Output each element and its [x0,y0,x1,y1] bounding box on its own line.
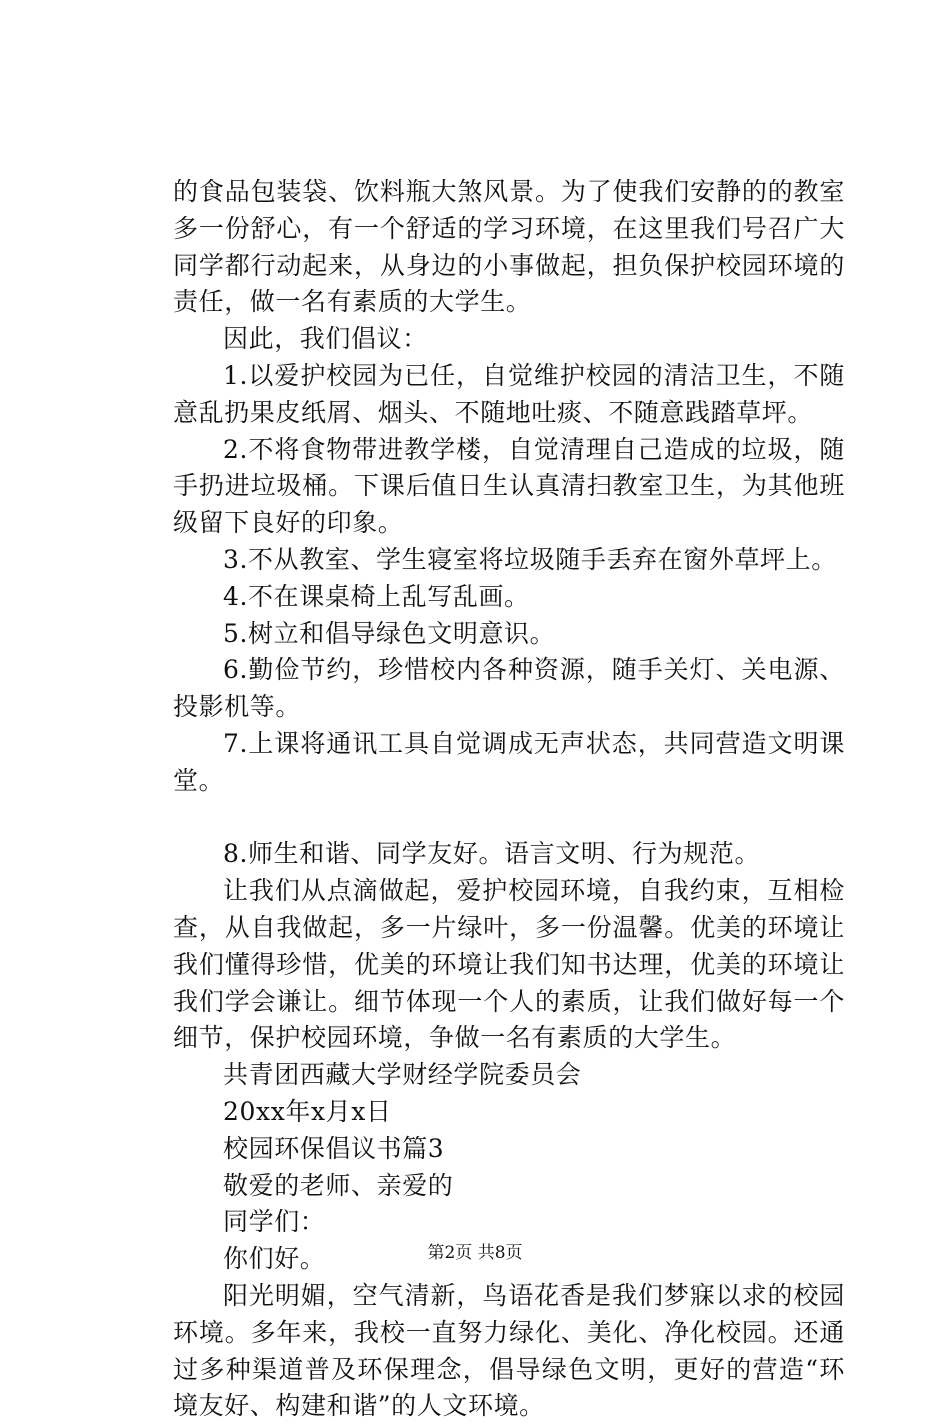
signature-date: 20xx年x月x日 [223,1096,392,1126]
proposal-item-8: 8.师生和谐、同学友好。语言文明、行为规范。 [223,839,761,869]
proposal-item-2: 2.不将食物带进教学楼，自觉清理自己造成的垃圾，随手扔进垃圾桶。下课后值日生认真清扫教室卫生，为其他班级留下良好的印象。 [173,434,845,538]
salutation-line-2: 同学们： [223,1207,326,1237]
signature-organization: 共青团西藏大学财经学院委员会 [223,1060,582,1090]
paragraph-call-to-action: 让我们从点滴做起，爱护校园环境，自我约束，互相检查，从自我做起，多一片绿叶，多一份温馨。优美的环境让我们懂得珍惜，优美的环境让我们知书达理，优美的环境让我们学会谦让。细节体现一个人的素质，让我们做好每一个细节，保护校园环境，争做一名有素质的大学生。 [173,876,845,1053]
proposal-item-3: 3.不从教室、学生寝室将垃圾随手丢弃在窗外草坪上。 [223,544,837,574]
proposal-item-6: 6.勤俭节约，珍惜校内各种资源，随手关灯、关电源、投影机等。 [173,655,845,722]
salutation-line-1: 敬爱的老师、亲爱的 [223,1170,454,1200]
page-footer: 第2页 共8页 [427,1243,523,1263]
greeting: 你们好。 [223,1244,326,1274]
section-title: 校园环保倡议书篇3 [223,1133,445,1163]
proposal-item-4: 4.不在课桌椅上乱写乱画。 [223,581,530,611]
paragraph-intro: 因此，我们倡议： [223,324,428,354]
paragraph-opening: 阳光明媚，空气清新，鸟语花香是我们梦寐以求的校园环境。多年来，我校一直努力绿化、美化、净化校园。还通过多种渠道普及环保理念，倡导绿色文明，更好的营造“环境友好、构建和谐”的人文环境。 [173,1280,845,1421]
proposal-item-5: 5.树立和倡导绿色文明意识。 [223,618,556,648]
paragraph-continuation: 的食品包装袋、饮料瓶大煞风景。为了使我们安静的的教室多一份舒心，有一个舒适的学习环境，在这里我们号召广大同学都行动起来，从身边的小事做起，担负保护校园环境的责任，做一名有素质的大学生。 [173,177,845,317]
proposal-item-1: 1.以爱护校园为已任，自觉维护校园的清洁卫生，不随意乱扔果皮纸屑、烟头、不随地吐痰、不随意践踏草坪。 [173,360,845,427]
document-body [173,174,845,1425]
proposal-item-7: 7.上课将通讯工具自觉调成无声状态，共同营造文明课堂。 [173,728,845,795]
